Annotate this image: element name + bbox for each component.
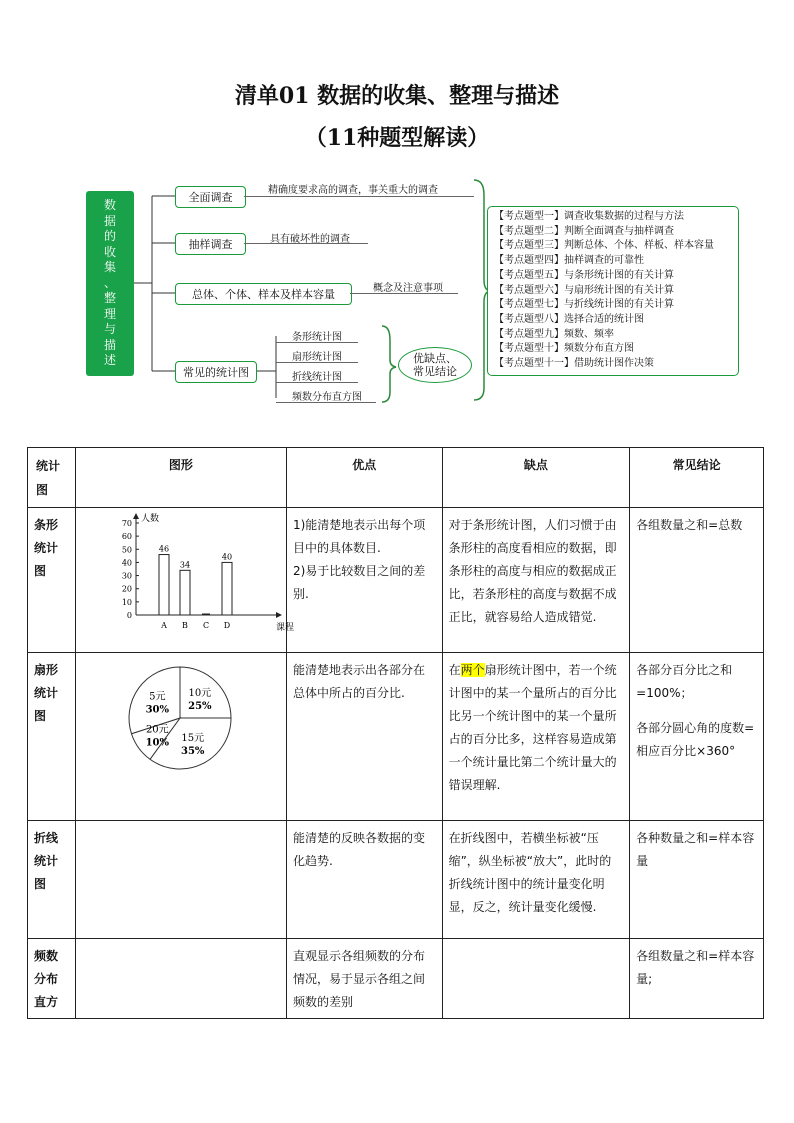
- pie-slice-label: 10元: [188, 688, 212, 700]
- y-tick-label: 20: [121, 584, 132, 594]
- sub-underline: [276, 342, 358, 343]
- table-header-row: [28, 448, 764, 508]
- pie-chart-cell: [75, 653, 286, 821]
- root-char: 的: [103, 229, 116, 244]
- branch-full-survey-note: 精确度要求高的调查，事关重大的调查: [268, 185, 438, 196]
- question-type-item: 【考点题型九】频数、频率: [494, 328, 614, 340]
- root-char: 数: [103, 198, 116, 213]
- bar-value-label: 34: [179, 560, 191, 570]
- question-type-item: 【考点题型三】判断总体、个体、样板、样本容量: [494, 240, 714, 252]
- x-tick-label: B: [181, 621, 188, 630]
- branch-common-charts: 常见的统计图: [175, 361, 257, 383]
- bar: [159, 555, 169, 615]
- table-row: [28, 939, 764, 1019]
- question-type-item: 【考点题型七】与折线统计图的有关计算: [494, 299, 674, 311]
- root-char: 理: [103, 306, 116, 321]
- question-types-list: [487, 206, 739, 376]
- header-chart: 统计 图: [28, 448, 76, 508]
- sub-underline: [276, 362, 358, 363]
- page-subtitle: （11种题型解读）: [304, 125, 490, 151]
- root-char: 描: [103, 337, 116, 352]
- question-type-item: 【考点题型十】频数分布直方图: [494, 343, 634, 355]
- row-pros-pie: 能清楚地表示出各部分在总体中所占的百分比.: [286, 653, 442, 821]
- x-axis-title: 课程: [275, 623, 294, 633]
- sub-bar-chart: 条形统计图: [292, 332, 342, 343]
- pie-chart: [76, 653, 286, 773]
- pros-cons-ellipse: [398, 347, 472, 383]
- table-row: [28, 508, 764, 653]
- cons-post: 扇形统计图中，若一个统计图中的某一个量所占的百分比比另一个统计图中的某一个量所占的百分比多，这样容易造成第一个统计量比第二个统计量大的错误理解.: [448, 663, 617, 792]
- row-cons-line: 在折线图中，若横坐标被“压缩”，纵坐标被“放大”，此时的折线统计图中的统计量变化明显，反之，统计量变化缓慢.: [442, 821, 630, 939]
- row-cons-histogram: [442, 939, 630, 1019]
- pie-slice-label: 15元: [181, 732, 205, 744]
- y-tick-label: 10: [121, 597, 132, 607]
- y-tick-label: 40: [121, 558, 132, 568]
- header-conclusion: 常见结论: [630, 448, 764, 508]
- row-cons-bar: 对于条形统计图，人们习惯于由条形柱的高度看相应的数据，即条形柱的高度与相应的数据成正比，若条形柱的高度与数据不成正比，就容易给人造成错觉.: [442, 508, 630, 653]
- highlighted-text: 两个: [460, 663, 485, 677]
- branch-sample-survey-note: 具有破坏性的调查: [270, 234, 350, 245]
- row-conclusion-line: 各种数量之和=样本容量: [630, 821, 764, 939]
- table-row: [28, 821, 764, 939]
- question-type-item: 【考点题型二】判断全面调查与抽样调查: [494, 225, 674, 237]
- bar-value-label: 46: [158, 544, 170, 554]
- row-name-histogram: 频数 分布 直方: [28, 939, 76, 1019]
- note-underline: [268, 196, 474, 197]
- page-title: 清单01 数据的收集、整理与描述: [234, 83, 560, 109]
- root-char: 述: [103, 353, 116, 368]
- sub-underline: [276, 382, 358, 383]
- row-conclusion-pie: [630, 653, 764, 821]
- row-name-pie: 扇形 统计 图: [28, 653, 76, 821]
- pie-slice-label: 20元: [145, 724, 169, 736]
- bar-value-label: 40: [221, 552, 233, 562]
- y-tick-label: 30: [121, 571, 132, 581]
- root-char: 与: [103, 322, 116, 337]
- row-name-bar: 条形 统计 图: [28, 508, 76, 653]
- bar: [180, 570, 190, 615]
- root-char: 集: [103, 260, 116, 275]
- sub-histogram: 频数分布直方图: [292, 392, 362, 403]
- x-tick-label: A: [161, 621, 167, 630]
- root-char: 据: [103, 213, 116, 228]
- sub-line-chart: 折线统计图: [292, 372, 342, 383]
- chart-comparison-table: [27, 447, 764, 1019]
- root-char: 整: [103, 291, 116, 306]
- root-char: 收: [103, 244, 116, 259]
- y-tick-label: 60: [121, 532, 132, 542]
- y-tick-label: 0: [126, 611, 132, 620]
- y-tick-label: 50: [121, 545, 132, 555]
- question-type-item: 【考点题型一】调查收集数据的过程与方法: [494, 211, 684, 222]
- branch-sample-survey: 抽样调查: [175, 233, 246, 255]
- sub-pie-chart: 扇形统计图: [292, 352, 342, 363]
- cons-pre: 在: [448, 663, 461, 677]
- row-conclusion-bar: 各组数量之和=总数: [630, 508, 764, 653]
- y-axis-arrow: [133, 513, 139, 519]
- row-cons-pie: [442, 653, 630, 821]
- pie-slice-label: 5元: [149, 691, 166, 703]
- question-type-item: 【考点题型四】抽样调查的可靠性: [494, 255, 644, 267]
- pie-slice-percent: 25%: [188, 701, 212, 713]
- row-pros-bar: 1)能清楚地表示出每个项目中的具体数目. 2)易于比较数目之间的差别.: [286, 508, 442, 653]
- branch-population-sample-note: 概念及注意事项: [373, 283, 443, 294]
- x-axis-arrow: [276, 612, 282, 618]
- question-type-item: 【考点题型六】与扇形统计图的有关计算: [494, 284, 674, 296]
- header-shape: 图形: [75, 448, 286, 508]
- question-type-item: 【考点题型八】选择合适的统计图: [494, 313, 644, 325]
- line-chart-cell: [75, 821, 286, 939]
- ellipse-line-2: 常见结论: [413, 365, 457, 378]
- row-pros-line: 能清楚的反映各数据的变化趋势.: [286, 821, 442, 939]
- pie-slice-percent: 30%: [145, 704, 169, 716]
- bar-chart-cell: [75, 508, 294, 653]
- pie-slice-percent: 35%: [180, 745, 205, 757]
- branch-population-sample: 总体、个体、样本及样本容量: [175, 283, 352, 305]
- conclusion-2: 各部分圆心角的度数=相应百分比×360°: [636, 721, 755, 758]
- y-tick-label: 70: [121, 519, 132, 528]
- header-pros: 优点: [286, 448, 442, 508]
- sub-underline: [276, 402, 376, 403]
- conclusion-1: 各部分百分比之和=100%；: [636, 663, 733, 700]
- pie-slice-percent: 10%: [145, 737, 169, 749]
- x-tick-label: D: [223, 621, 231, 630]
- ellipse-line-1: 优缺点、: [413, 352, 457, 365]
- mind-map-root: [86, 191, 134, 376]
- root-char: 、: [103, 275, 116, 290]
- bar-chart: [76, 508, 294, 638]
- histogram-cell: [75, 939, 286, 1019]
- header-cons: 缺点: [442, 448, 630, 508]
- question-type-item: 【考点题型五】与条形统计图的有关计算: [494, 269, 674, 281]
- question-type-item: 【考点题型十一】借助统计图作决策: [494, 358, 654, 370]
- row-conclusion-histogram: 各组数量之和=样本容量;: [630, 939, 764, 1019]
- y-axis-title: 人数: [140, 514, 159, 524]
- bar: [222, 562, 232, 615]
- row-name-line: 折线 统计 图: [28, 821, 76, 939]
- table-row: [28, 653, 764, 821]
- x-tick-label: C: [202, 621, 209, 630]
- branch-full-survey: 全面调查: [175, 186, 246, 208]
- row-pros-histogram: 直观显示各组频数的分布情况，易于显示各组之间频数的差别: [286, 939, 442, 1019]
